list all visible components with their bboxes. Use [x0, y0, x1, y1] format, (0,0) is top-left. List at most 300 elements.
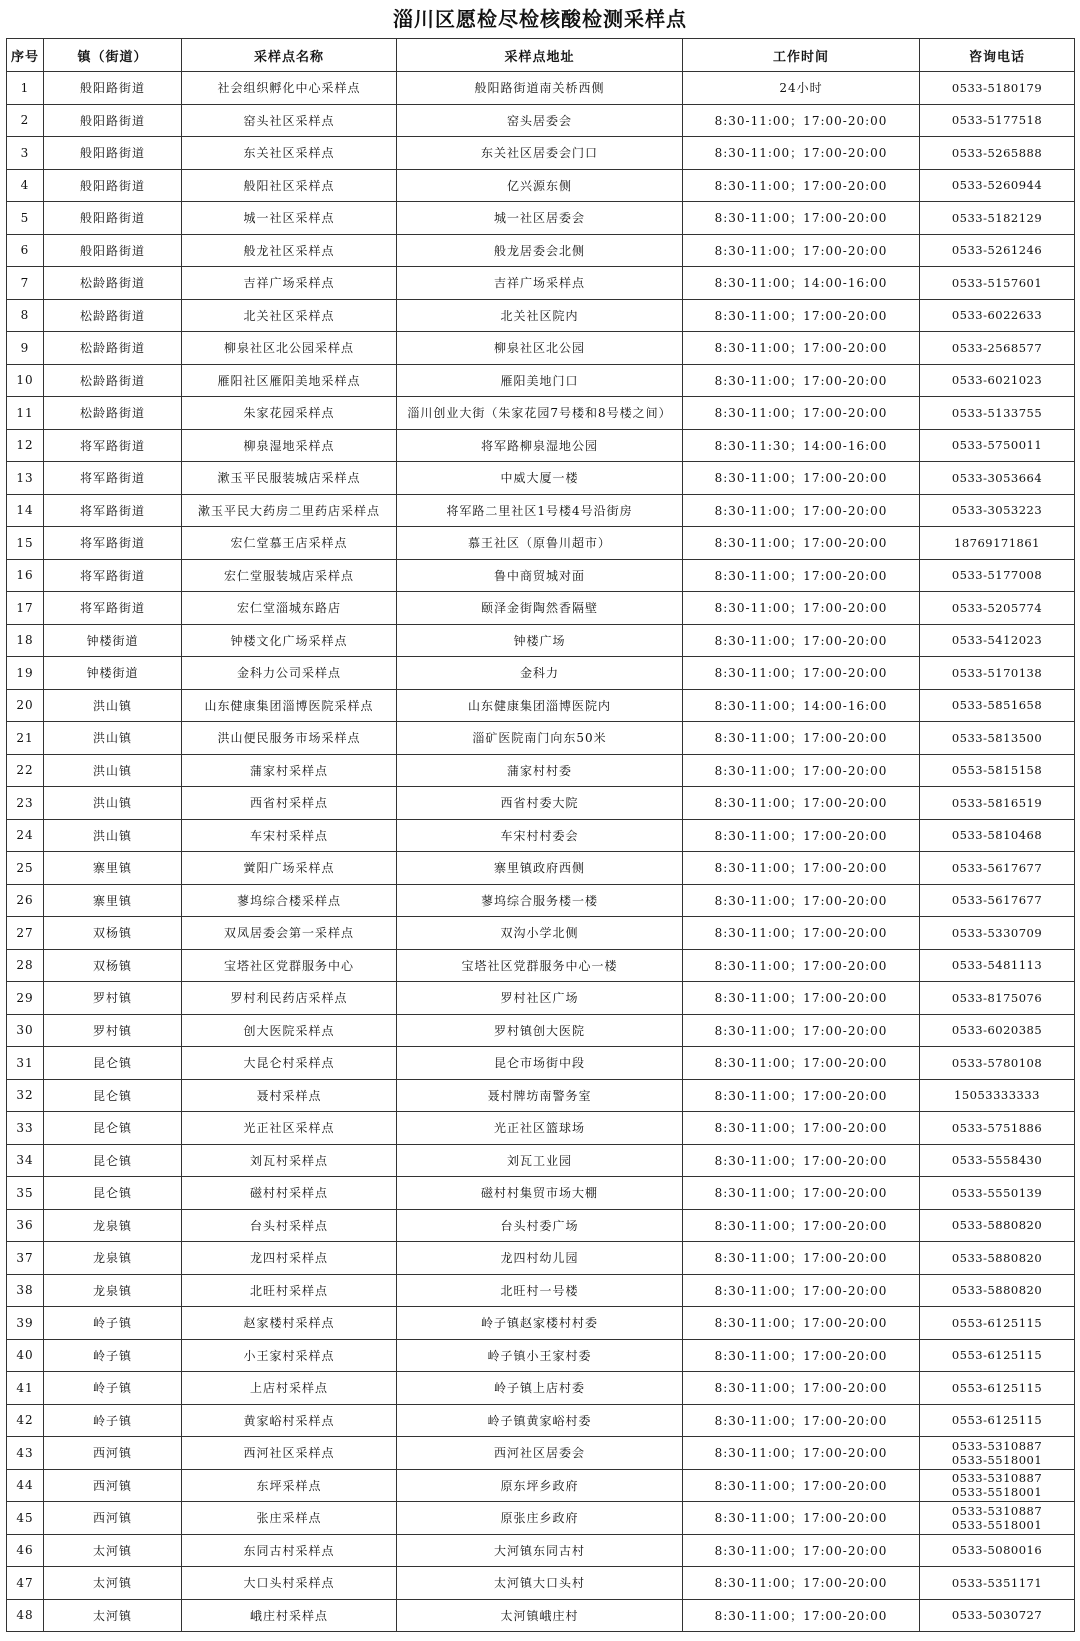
cell-site-address: 西省村委大院 [397, 787, 683, 820]
phone-number: 0553-6125115 [951, 1348, 1043, 1363]
table-row [7, 1242, 1075, 1275]
cell-index: 37 [7, 1242, 44, 1275]
table-row [7, 1372, 1075, 1405]
cell-site-address: 北关社区院内 [397, 299, 683, 332]
cell-site-address: 太河镇峨庄村 [397, 1599, 683, 1632]
phone-number: 0533-6021023 [951, 373, 1043, 388]
cell-index: 39 [7, 1307, 44, 1340]
table-row [7, 819, 1075, 852]
cell-index: 4 [7, 169, 44, 202]
cell-index: 16 [7, 559, 44, 592]
cell-index: 9 [7, 332, 44, 365]
cell-site-address: 双沟小学北侧 [397, 917, 683, 950]
cell-site-name: 蒲家村采样点 [182, 754, 397, 787]
cell-town: 将军路街道 [44, 592, 182, 625]
cell-hours: 8:30-11:00；17:00-20:00 [683, 787, 920, 820]
phone-number: 0533-5310887 [951, 1503, 1043, 1518]
cell-site-name: 刘瓦村采样点 [182, 1144, 397, 1177]
cell-phone [920, 1404, 1075, 1437]
cell-town: 太河镇 [44, 1567, 182, 1600]
cell-phone [920, 1209, 1075, 1242]
cell-hours: 8:30-11:00；17:00-20:00 [683, 657, 920, 690]
cell-index: 46 [7, 1534, 44, 1567]
cell-town: 昆仑镇 [44, 1112, 182, 1145]
cell-hours: 8:30-11:00；17:00-20:00 [683, 462, 920, 495]
table-row [7, 169, 1075, 202]
cell-hours: 8:30-11:00；17:00-20:00 [683, 1437, 920, 1470]
cell-site-name: 宏仁堂慕王店采样点 [182, 527, 397, 560]
cell-hours: 8:30-11:30；14:00-16:00 [683, 429, 920, 462]
cell-site-name: 赵家楼村采样点 [182, 1307, 397, 1340]
cell-site-address: 钟楼广场 [397, 624, 683, 657]
cell-site-address: 聂村牌坊南警务室 [397, 1079, 683, 1112]
phone-number: 15053333333 [954, 1088, 1040, 1103]
cell-site-address: 淄川创业大街（朱家花园7号楼和8号楼之间） [397, 397, 683, 430]
cell-phone [920, 72, 1075, 105]
cell-site-address: 窑头居委会 [397, 104, 683, 137]
cell-index: 45 [7, 1502, 44, 1535]
cell-index: 38 [7, 1274, 44, 1307]
cell-index: 24 [7, 819, 44, 852]
cell-index: 19 [7, 657, 44, 690]
cell-hours: 8:30-11:00；17:00-20:00 [683, 624, 920, 657]
phone-number: 18769171861 [954, 535, 1040, 550]
cell-phone [920, 169, 1075, 202]
cell-phone [920, 234, 1075, 267]
cell-town: 将军路街道 [44, 527, 182, 560]
cell-site-address: 岭子镇上店村委 [397, 1372, 683, 1405]
cell-index: 13 [7, 462, 44, 495]
cell-phone [920, 1307, 1075, 1340]
table-row [7, 624, 1075, 657]
cell-site-address: 蓼坞综合服务楼一楼 [397, 884, 683, 917]
cell-phone [920, 364, 1075, 397]
cell-site-address: 柳泉社区北公园 [397, 332, 683, 365]
cell-site-address: 龙四村幼儿园 [397, 1242, 683, 1275]
table-row [7, 689, 1075, 722]
cell-site-name: 雁阳社区雁阳美地采样点 [182, 364, 397, 397]
cell-site-name: 宏仁堂服装城店采样点 [182, 559, 397, 592]
cell-index: 2 [7, 104, 44, 137]
cell-town: 昆仑镇 [44, 1144, 182, 1177]
cell-town: 双杨镇 [44, 917, 182, 950]
cell-hours: 8:30-11:00；17:00-20:00 [683, 1307, 920, 1340]
table-row [7, 1307, 1075, 1340]
cell-town: 龙泉镇 [44, 1209, 182, 1242]
cell-site-name: 龙四村采样点 [182, 1242, 397, 1275]
phone-number: 0533-3053664 [951, 470, 1043, 485]
cell-phone [920, 1274, 1075, 1307]
cell-town: 西河镇 [44, 1502, 182, 1535]
cell-site-address: 鲁中商贸城对面 [397, 559, 683, 592]
cell-town: 般阳路街道 [44, 137, 182, 170]
cell-site-address: 山东健康集团淄博医院内 [397, 689, 683, 722]
cell-site-name: 光正社区采样点 [182, 1112, 397, 1145]
cell-town: 岭子镇 [44, 1339, 182, 1372]
header-site-address: 采样点地址 [397, 39, 683, 72]
cell-hours: 8:30-11:00；17:00-20:00 [683, 1242, 920, 1275]
cell-site-address: 大河镇东同古村 [397, 1534, 683, 1567]
cell-hours: 8:30-11:00；17:00-20:00 [683, 1079, 920, 1112]
phone-number: 0533-5780108 [951, 1055, 1043, 1070]
table-row [7, 72, 1075, 105]
cell-site-name: 西河社区采样点 [182, 1437, 397, 1470]
cell-hours: 8:30-11:00；17:00-20:00 [683, 169, 920, 202]
cell-town: 昆仑镇 [44, 1047, 182, 1080]
cell-site-address: 西河社区居委会 [397, 1437, 683, 1470]
cell-hours: 8:30-11:00；17:00-20:00 [683, 559, 920, 592]
cell-phone [920, 754, 1075, 787]
cell-site-address: 太河镇大口头村 [397, 1567, 683, 1600]
cell-site-name: 罗村利民药店采样点 [182, 982, 397, 1015]
table-row [7, 1339, 1075, 1372]
cell-index: 42 [7, 1404, 44, 1437]
table-row [7, 234, 1075, 267]
cell-town: 将军路街道 [44, 429, 182, 462]
phone-number: 0533-5310887 [951, 1438, 1043, 1453]
phone-number: 0533-5617677 [951, 860, 1043, 875]
table-row [7, 527, 1075, 560]
cell-town: 岭子镇 [44, 1307, 182, 1340]
cell-site-address: 般龙居委会北侧 [397, 234, 683, 267]
table-row [7, 397, 1075, 430]
cell-site-address: 将军路二里社区1号楼4号沿街房 [397, 494, 683, 527]
cell-town: 将军路街道 [44, 559, 182, 592]
cell-hours: 8:30-11:00；17:00-20:00 [683, 364, 920, 397]
cell-index: 47 [7, 1567, 44, 1600]
cell-site-name: 金科力公司采样点 [182, 657, 397, 690]
cell-index: 35 [7, 1177, 44, 1210]
cell-site-address: 颐泽金街陶然香隔壁 [397, 592, 683, 625]
cell-town: 西河镇 [44, 1469, 182, 1502]
phone-number: 0533-5617677 [951, 893, 1043, 908]
table-row [7, 137, 1075, 170]
cell-hours: 8:30-11:00；17:00-20:00 [683, 1274, 920, 1307]
cell-site-name: 东坪采样点 [182, 1469, 397, 1502]
cell-site-address: 罗村镇创大医院 [397, 1014, 683, 1047]
cell-site-name: 小王家村采样点 [182, 1339, 397, 1372]
table-row [7, 364, 1075, 397]
cell-site-name: 社会组织孵化中心采样点 [182, 72, 397, 105]
cell-site-address: 磁村村集贸市场大棚 [397, 1177, 683, 1210]
cell-hours: 8:30-11:00；17:00-20:00 [683, 397, 920, 430]
phone-number: 0533-5880820 [951, 1218, 1043, 1233]
cell-site-name: 黉阳广场采样点 [182, 852, 397, 885]
cell-hours: 8:30-11:00；17:00-20:00 [683, 1209, 920, 1242]
table-row [7, 1144, 1075, 1177]
cell-site-address: 吉祥广场采样点 [397, 267, 683, 300]
cell-town: 双杨镇 [44, 949, 182, 982]
cell-phone [920, 657, 1075, 690]
cell-site-address: 东关社区居委会门口 [397, 137, 683, 170]
phone-number: 0533-5261246 [951, 243, 1043, 258]
cell-town: 昆仑镇 [44, 1079, 182, 1112]
cell-phone [920, 299, 1075, 332]
table-row [7, 592, 1075, 625]
phone-number: 0533-5481113 [951, 958, 1043, 973]
cell-site-address: 寨里镇政府西侧 [397, 852, 683, 885]
table-row [7, 429, 1075, 462]
cell-site-name: 宝塔社区党群服务中心 [182, 949, 397, 982]
cell-town: 松龄路街道 [44, 332, 182, 365]
phone-number: 0533-5265888 [951, 145, 1043, 160]
table-row [7, 657, 1075, 690]
cell-phone [920, 397, 1075, 430]
phone-number: 0533-5558430 [951, 1153, 1043, 1168]
cell-hours: 8:30-11:00；17:00-20:00 [683, 592, 920, 625]
cell-index: 26 [7, 884, 44, 917]
cell-hours: 8:30-11:00；17:00-20:00 [683, 852, 920, 885]
cell-phone [920, 267, 1075, 300]
phone-number: 0533-2568577 [951, 340, 1043, 355]
table-row [7, 1567, 1075, 1600]
cell-phone [920, 104, 1075, 137]
cell-site-name: 洪山便民服务市场采样点 [182, 722, 397, 755]
cell-site-address: 岭子镇黄家峪村委 [397, 1404, 683, 1437]
cell-site-name: 山东健康集团淄博医院采样点 [182, 689, 397, 722]
cell-hours: 8:30-11:00；17:00-20:00 [683, 884, 920, 917]
cell-hours: 8:30-11:00；17:00-20:00 [683, 1372, 920, 1405]
phone-number: 0533-5810468 [951, 828, 1043, 843]
cell-index: 43 [7, 1437, 44, 1470]
cell-index: 31 [7, 1047, 44, 1080]
cell-site-address: 中威大厦一楼 [397, 462, 683, 495]
cell-town: 寨里镇 [44, 852, 182, 885]
cell-phone [920, 1372, 1075, 1405]
table-row [7, 299, 1075, 332]
cell-index: 15 [7, 527, 44, 560]
header-index: 序号 [7, 39, 44, 72]
phone-number: 0533-5182129 [951, 210, 1043, 225]
cell-index: 25 [7, 852, 44, 885]
cell-site-name: 漱玉平民大药房二里药店采样点 [182, 494, 397, 527]
cell-index: 17 [7, 592, 44, 625]
cell-hours: 8:30-11:00；17:00-20:00 [683, 1599, 920, 1632]
cell-town: 般阳路街道 [44, 202, 182, 235]
cell-index: 30 [7, 1014, 44, 1047]
cell-index: 34 [7, 1144, 44, 1177]
cell-phone [920, 1534, 1075, 1567]
phone-number: 0533-5310887 [951, 1471, 1043, 1486]
cell-site-address: 车宋村村委会 [397, 819, 683, 852]
cell-site-name: 般龙社区采样点 [182, 234, 397, 267]
cell-site-address: 罗村社区广场 [397, 982, 683, 1015]
table-row [7, 852, 1075, 885]
table-row [7, 787, 1075, 820]
table-row [7, 1209, 1075, 1242]
phone-number: 0533-5880820 [951, 1250, 1043, 1265]
cell-phone [920, 884, 1075, 917]
cell-phone [920, 1014, 1075, 1047]
cell-town: 太河镇 [44, 1599, 182, 1632]
table-row [7, 722, 1075, 755]
cell-hours: 8:30-11:00；17:00-20:00 [683, 1404, 920, 1437]
cell-phone [920, 917, 1075, 950]
cell-index: 21 [7, 722, 44, 755]
cell-town: 洪山镇 [44, 787, 182, 820]
cell-town: 松龄路街道 [44, 364, 182, 397]
cell-index: 6 [7, 234, 44, 267]
cell-hours: 8:30-11:00；17:00-20:00 [683, 722, 920, 755]
cell-phone [920, 494, 1075, 527]
table-row [7, 1014, 1075, 1047]
cell-phone [920, 1242, 1075, 1275]
cell-site-address: 雁阳美地门口 [397, 364, 683, 397]
phone-number: 0533-5518001 [951, 1485, 1043, 1500]
cell-hours: 8:30-11:00；17:00-20:00 [683, 1339, 920, 1372]
cell-phone [920, 1502, 1075, 1535]
cell-site-name: 双凤居委会第一采样点 [182, 917, 397, 950]
phone-number: 0533-3053223 [951, 503, 1043, 518]
cell-index: 7 [7, 267, 44, 300]
cell-index: 5 [7, 202, 44, 235]
cell-index: 28 [7, 949, 44, 982]
cell-phone [920, 137, 1075, 170]
phone-number: 0533-5518001 [951, 1452, 1043, 1467]
cell-hours: 8:30-11:00；17:00-20:00 [683, 494, 920, 527]
cell-site-name: 上店村采样点 [182, 1372, 397, 1405]
cell-phone [920, 1177, 1075, 1210]
cell-phone [920, 852, 1075, 885]
cell-hours: 8:30-11:00；17:00-20:00 [683, 1177, 920, 1210]
cell-phone [920, 527, 1075, 560]
phone-number: 0533-5816519 [951, 795, 1043, 810]
cell-site-address: 宝塔社区党群服务中心一楼 [397, 949, 683, 982]
cell-site-address: 光正社区篮球场 [397, 1112, 683, 1145]
table-row [7, 917, 1075, 950]
cell-hours: 8:30-11:00；17:00-20:00 [683, 332, 920, 365]
cell-phone [920, 949, 1075, 982]
cell-phone [920, 1079, 1075, 1112]
table-row [7, 884, 1075, 917]
cell-index: 14 [7, 494, 44, 527]
cell-site-name: 黄家峪村采样点 [182, 1404, 397, 1437]
cell-phone [920, 1567, 1075, 1600]
cell-site-name: 吉祥广场采样点 [182, 267, 397, 300]
cell-town: 龙泉镇 [44, 1242, 182, 1275]
cell-index: 33 [7, 1112, 44, 1145]
phone-number: 0533-5550139 [951, 1185, 1043, 1200]
phone-number: 0553-6125115 [951, 1380, 1043, 1395]
phone-number: 0533-5351171 [951, 1575, 1043, 1590]
cell-town: 龙泉镇 [44, 1274, 182, 1307]
cell-phone [920, 1112, 1075, 1145]
table-header-row [7, 39, 1075, 72]
phone-number: 0533-5260944 [951, 178, 1043, 193]
table-row [7, 1469, 1075, 1502]
cell-hours: 8:30-11:00；17:00-20:00 [683, 949, 920, 982]
cell-hours: 8:30-11:00；14:00-16:00 [683, 689, 920, 722]
cell-hours: 8:30-11:00；17:00-20:00 [683, 982, 920, 1015]
cell-site-address: 将军路柳泉湿地公园 [397, 429, 683, 462]
cell-site-name: 大口头村采样点 [182, 1567, 397, 1600]
cell-site-name: 北旺村采样点 [182, 1274, 397, 1307]
cell-site-name: 柳泉湿地采样点 [182, 429, 397, 462]
cell-hours: 8:30-11:00；17:00-20:00 [683, 299, 920, 332]
cell-hours: 8:30-11:00；17:00-20:00 [683, 1502, 920, 1535]
cell-index: 27 [7, 917, 44, 950]
cell-site-name: 张庄采样点 [182, 1502, 397, 1535]
cell-index: 8 [7, 299, 44, 332]
header-site-name: 采样点名称 [182, 39, 397, 72]
cell-site-address: 刘瓦工业园 [397, 1144, 683, 1177]
cell-town: 昆仑镇 [44, 1177, 182, 1210]
cell-town: 岭子镇 [44, 1404, 182, 1437]
cell-site-name: 北关社区采样点 [182, 299, 397, 332]
cell-phone [920, 1339, 1075, 1372]
cell-town: 洪山镇 [44, 819, 182, 852]
cell-site-address: 原东坪乡政府 [397, 1469, 683, 1502]
phone-number: 0533-5177008 [951, 568, 1043, 583]
cell-hours: 8:30-11:00；17:00-20:00 [683, 1534, 920, 1567]
cell-site-address: 慕王社区（原鲁川超市） [397, 527, 683, 560]
cell-site-name: 窑头社区采样点 [182, 104, 397, 137]
cell-town: 钟楼街道 [44, 624, 182, 657]
phone-number: 0533-5030727 [951, 1608, 1043, 1623]
cell-town: 般阳路街道 [44, 104, 182, 137]
table-row [7, 1177, 1075, 1210]
cell-index: 44 [7, 1469, 44, 1502]
table-row [7, 1112, 1075, 1145]
cell-town: 松龄路街道 [44, 299, 182, 332]
cell-hours: 8:30-11:00；17:00-20:00 [683, 104, 920, 137]
table-row [7, 949, 1075, 982]
phone-number: 0533-6020385 [951, 1023, 1043, 1038]
cell-index: 11 [7, 397, 44, 430]
cell-town: 将军路街道 [44, 462, 182, 495]
cell-phone [920, 462, 1075, 495]
table-row [7, 1047, 1075, 1080]
cell-site-address: 昆仑市场街中段 [397, 1047, 683, 1080]
cell-town: 西河镇 [44, 1437, 182, 1470]
phone-number: 0533-5330709 [951, 925, 1043, 940]
cell-site-address: 蒲家村村委 [397, 754, 683, 787]
phone-number: 0533-5157601 [951, 275, 1043, 290]
cell-site-name: 大昆仑村采样点 [182, 1047, 397, 1080]
phone-number: 0553-5815158 [951, 763, 1043, 778]
phone-number: 0533-5205774 [951, 600, 1043, 615]
cell-hours: 24小时 [683, 72, 920, 105]
cell-hours: 8:30-11:00；17:00-20:00 [683, 1469, 920, 1502]
cell-site-name: 创大医院采样点 [182, 1014, 397, 1047]
cell-town: 罗村镇 [44, 982, 182, 1015]
cell-site-name: 聂村采样点 [182, 1079, 397, 1112]
cell-phone [920, 1599, 1075, 1632]
cell-index: 22 [7, 754, 44, 787]
cell-phone [920, 1437, 1075, 1470]
cell-phone [920, 722, 1075, 755]
cell-town: 般阳路街道 [44, 72, 182, 105]
table-row [7, 202, 1075, 235]
cell-site-name: 柳泉社区北公园采样点 [182, 332, 397, 365]
cell-town: 罗村镇 [44, 1014, 182, 1047]
table-row [7, 754, 1075, 787]
cell-site-name: 漱玉平民服装城店采样点 [182, 462, 397, 495]
cell-town: 寨里镇 [44, 884, 182, 917]
cell-site-name: 峨庄村采样点 [182, 1599, 397, 1632]
table-row [7, 267, 1075, 300]
cell-site-address: 金科力 [397, 657, 683, 690]
cell-index: 12 [7, 429, 44, 462]
table-row [7, 982, 1075, 1015]
cell-town: 岭子镇 [44, 1372, 182, 1405]
cell-index: 41 [7, 1372, 44, 1405]
table-row [7, 494, 1075, 527]
cell-hours: 8:30-11:00；17:00-20:00 [683, 819, 920, 852]
cell-index: 20 [7, 689, 44, 722]
table-row [7, 1599, 1075, 1632]
cell-index: 3 [7, 137, 44, 170]
